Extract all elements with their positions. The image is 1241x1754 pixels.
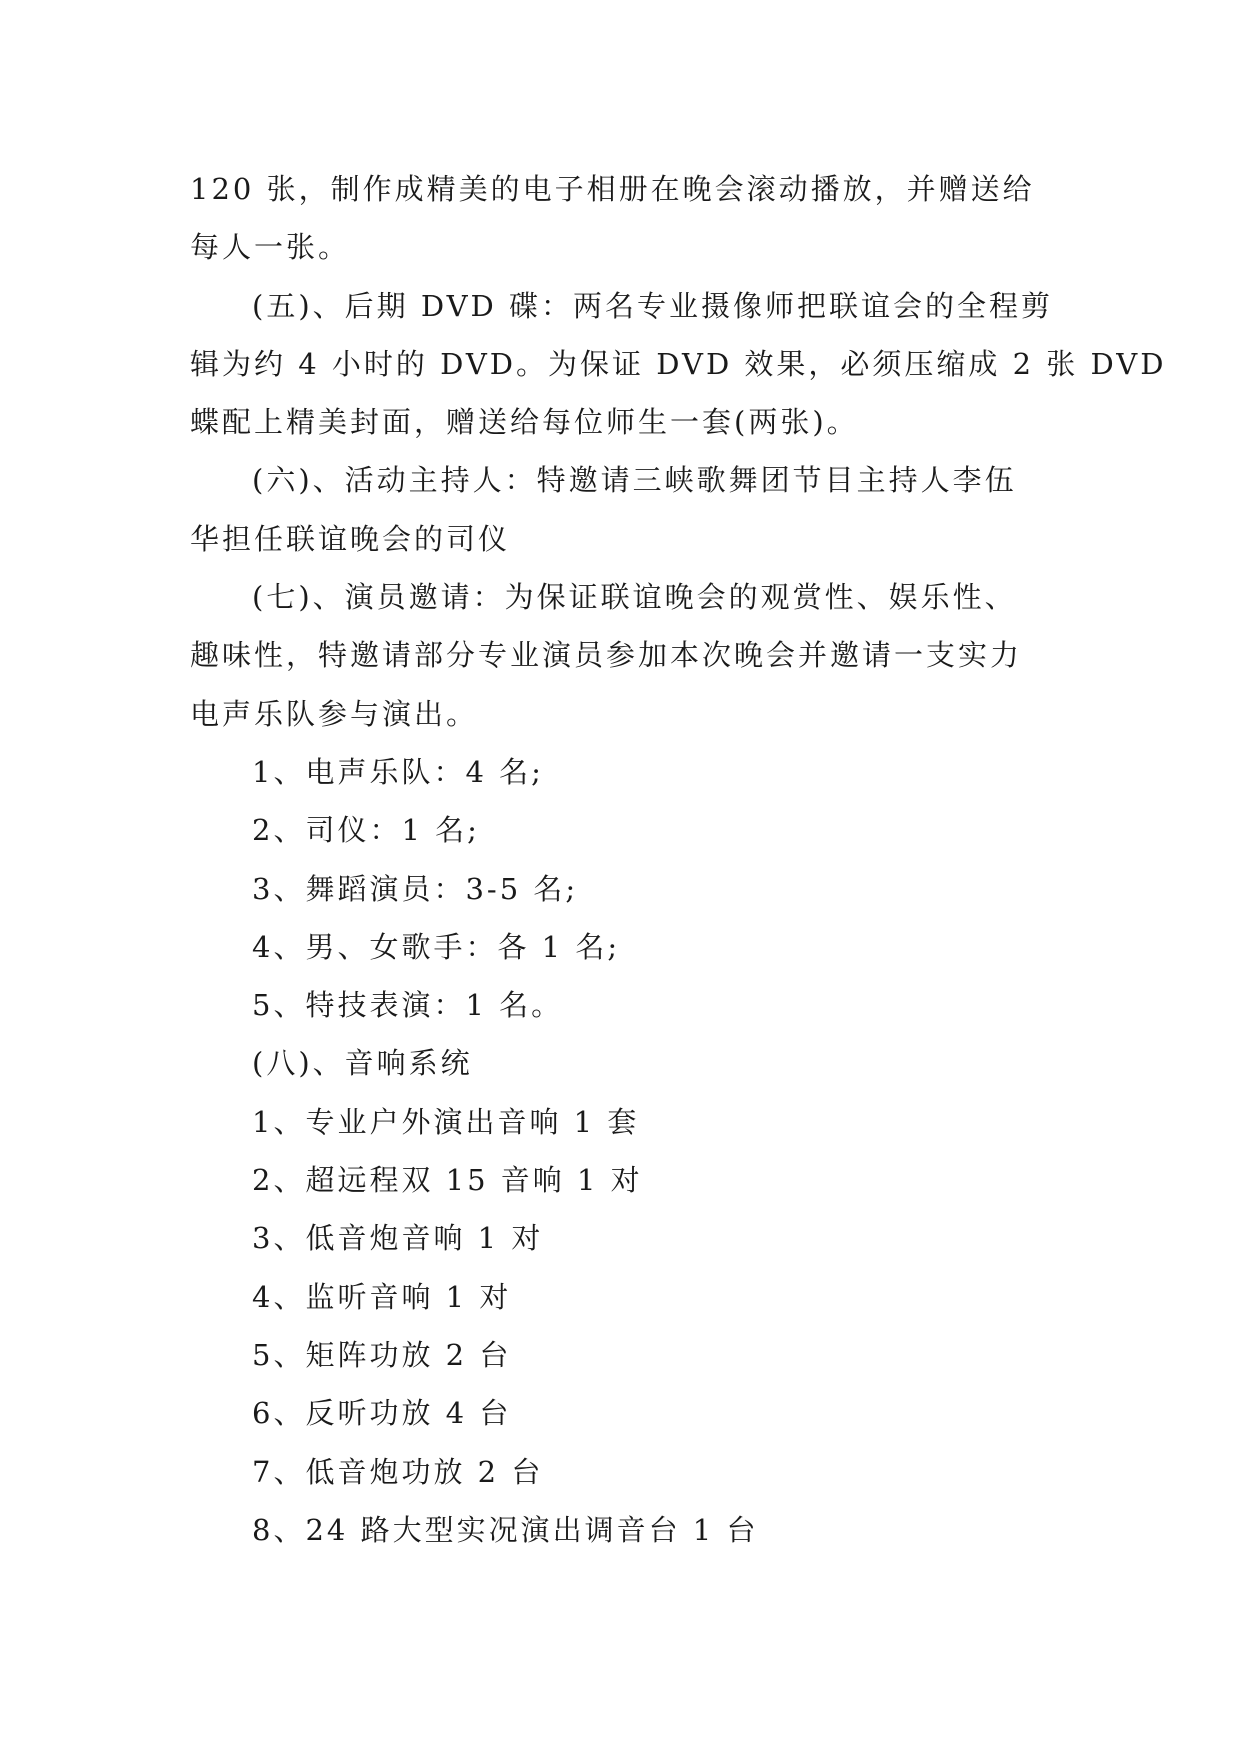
paragraph-line: 蝶配上精美封面，赠送给每位师生一套(两张)。 [190,405,859,440]
section-heading-line: (五)、后期 DVD 碟：两名专业摄像师把联谊会的全程剪 [252,288,1054,323]
list-item: 2、司仪：1 名; [252,813,480,848]
list-item: 8、24 路大型实况演出调音台 1 台 [252,1512,759,1547]
list-item: 3、低音炮音响 1 对 [252,1221,544,1256]
paragraph-line: 电声乐队参与演出。 [190,696,479,731]
paragraph-line: 120 张，制作成精美的电子相册在晚会滚动播放，并赠送给 [190,172,1035,206]
list-item: 1、专业户外演出音响 1 套 [252,1104,640,1139]
paragraph-line: 趣味性，特邀请部分专业演员参加本次晚会并邀请一支实力 [190,638,1023,673]
paragraph-line: 每人一张。 [190,230,351,265]
document-body [190,160,1167,1559]
list-item: 4、男、女歌手：各 1 名; [252,929,621,964]
list-item: 1、电声乐队：4 名; [252,754,544,789]
list-item: 2、超远程双 15 音响 1 对 [252,1163,643,1198]
paragraph-line: 辑为约 4 小时的 DVD。为保证 DVD 效果，必须压缩成 2 张 DVD [190,346,1167,381]
section-heading-line: (八)、音响系统 [252,1046,473,1081]
list-item: 6、反听功放 4 台 [252,1396,512,1431]
list-item: 4、监听音响 1 对 [252,1279,512,1314]
list-item: 5、特技表演：1 名。 [252,988,564,1023]
section-heading-line: (六)、活动主持人：特邀请三峡歌舞团节目主持人李伍 [252,463,1017,498]
list-item: 5、矩阵功放 2 台 [252,1337,512,1372]
section-heading-line: (七)、演员邀请：为保证联谊晚会的观赏性、娱乐性、 [252,580,1017,615]
list-item: 3、舞蹈演员：3-5 名; [252,871,579,906]
paragraph-line: 华担任联谊晚会的司仪 [190,521,511,556]
list-item: 7、低音炮功放 2 台 [252,1454,544,1489]
